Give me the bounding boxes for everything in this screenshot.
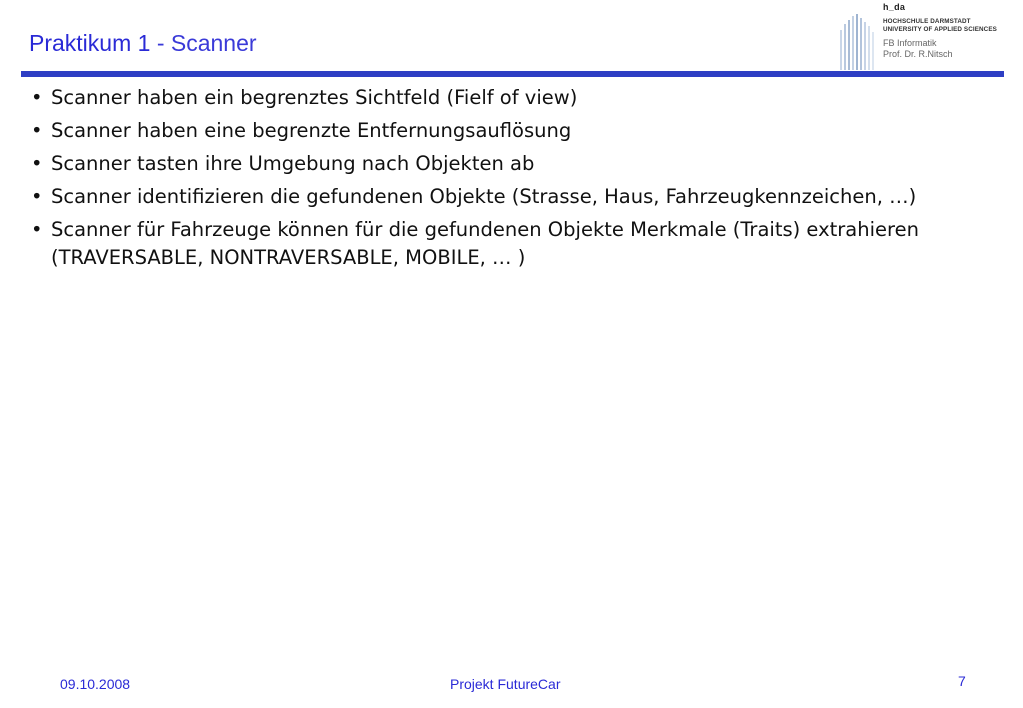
bullet-text: Scanner identifizieren die gefundenen Objekte (Strasse, Haus, Fahrzeugkennzeichen, …) — [51, 185, 917, 208]
bullet-list — [31, 84, 981, 277]
logo-line-1: HOCHSCHULE DARMSTADT — [883, 18, 971, 25]
bullet-dot-icon: • — [31, 119, 43, 142]
bullet-text: Scanner haben ein begrenztes Sichtfeld (Fielf of view) — [51, 86, 578, 109]
logo-dept: FB Informatik — [883, 38, 937, 48]
logo-prof: Prof. Dr. R.Nitsch — [883, 49, 953, 59]
bullet-dot-icon: • — [31, 86, 43, 109]
footer-date: 09.10.2008 — [60, 676, 131, 692]
slide-title — [29, 30, 257, 57]
title-divider — [21, 71, 1004, 77]
title-sub: - Scanner — [156, 30, 257, 56]
bullet-item — [31, 84, 981, 112]
page-number: 7 — [958, 673, 966, 689]
logo-text — [883, 2, 997, 60]
bullet-text: Scanner für Fahrzeuge können für die gefundenen Objekte Merkmale (Traits) extrahieren (TRAVERSABLE, NONTRAVERSABLE, MOBILE, … ) — [51, 218, 919, 269]
bullet-item — [31, 150, 981, 178]
bullet-dot-icon: • — [31, 185, 43, 208]
bullet-item — [31, 183, 981, 211]
footer-project: Projekt FutureCar — [450, 676, 561, 692]
bullet-text: Scanner tasten ihre Umgebung nach Objekten ab — [51, 152, 535, 175]
logo-brand: h_da — [883, 2, 906, 12]
logo-bars-icon — [838, 12, 878, 72]
logo-line-2: UNIVERSITY OF APPLIED SCIENCES — [883, 26, 997, 33]
bullet-text: Scanner haben eine begrenzte Entfernungsauflösung — [51, 119, 572, 142]
bullet-item — [31, 117, 981, 145]
bullet-dot-icon: • — [31, 218, 43, 241]
bullet-item — [31, 216, 981, 272]
university-logo — [838, 2, 1018, 70]
title-main: Praktikum 1 — [29, 30, 151, 56]
bullet-dot-icon: • — [31, 152, 43, 175]
